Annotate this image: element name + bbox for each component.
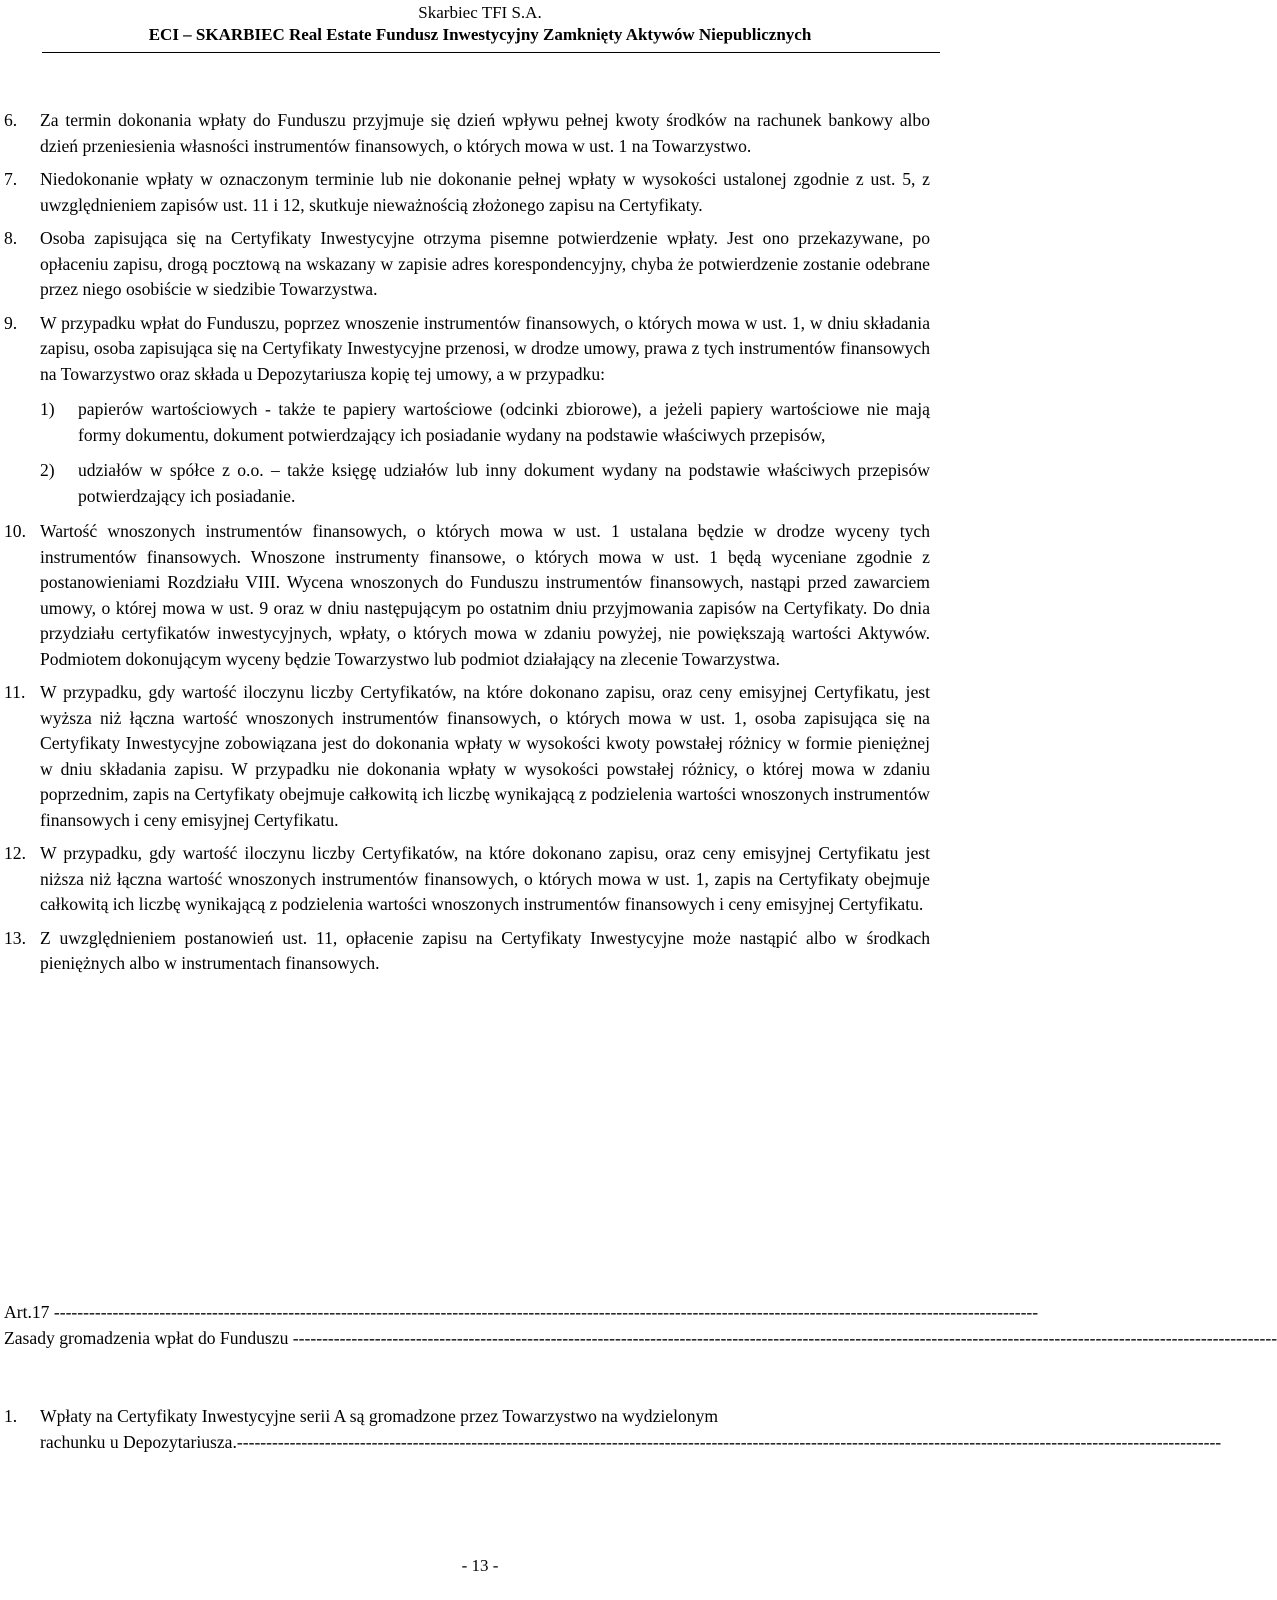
paragraph-number: 12. [4, 843, 26, 863]
article-paragraph-1 [0, 1404, 1222, 1455]
paragraph-number: 7. [4, 169, 18, 189]
paragraph-text: W przypadku, gdy wartość iloczynu liczby Certyfikatów, na które dokonano zapisu, oraz ceny emisyjnej Certyfikatu jest niższa niż łączna wartość wnoszonych instrumentów finansowych, o których mowa w ust. 1, zapis na Certyfikaty obejmuje całkowitą ich liczbę wynikającą z podzielenia wartości wnoszonych instrumentów finansowych i ceny emisyjnej Certyfikatu. [40, 843, 930, 914]
sub-item-number: 2) [40, 460, 55, 480]
page-number: - 13 - [461, 1556, 499, 1575]
paragraph-10 [0, 519, 960, 672]
header-divider [42, 52, 940, 53]
page-header [0, 2, 960, 46]
dash-filler: ------------------------------------------------------------------------------------------------------------------------------------------------------------------------ [236, 1431, 1222, 1452]
dash-filler: ------------------------------------------------------------------------------------------------------------------------------------------------------------------------ [53, 1302, 1039, 1322]
paragraph-13 [0, 926, 960, 977]
paragraph-number: 10. [4, 521, 26, 541]
paragraph-text-line2 [40, 1430, 1222, 1456]
paragraph-text-line1: Wpłaty na Certyfikaty Inwestycyjne serii A są gromadzone przez Towarzystwo na wydzielonym [40, 1406, 719, 1426]
paragraph-8 [0, 226, 960, 303]
paragraph-number: 13. [4, 927, 26, 948]
paragraph-number: 11. [4, 682, 26, 702]
header-company: Skarbiec TFI S.A. [418, 3, 542, 22]
article-title-line [4, 1326, 1277, 1352]
sub-item-1 [0, 397, 960, 448]
paragraph-11 [0, 680, 960, 833]
paragraph-number: 1. [4, 1406, 18, 1426]
paragraph-number: 6. [4, 110, 18, 130]
article-label: Art.17 [4, 1302, 50, 1322]
paragraph-number: 8. [4, 228, 18, 248]
paragraph-text: W przypadku wpłat do Funduszu, poprzez wnoszenie instrumentów finansowych, o których mowa w ust. 1, w dniu składania zapisu, osoba zapisująca się na Certyfikaty Inwestycyjne przenosi, w drodze umowy, prawa z tych instrumentów finansowych na Towarzystwo oraz składa u Depozytariusza kopię tej umowy, a w przypadku: [40, 312, 930, 384]
paragraph-text-end: rachunku u Depozytariusza. [40, 1431, 237, 1452]
paragraph-text: W przypadku, gdy wartość iloczynu liczby Certyfikatów, na które dokonano zapisu, oraz ceny emisyjnej Certyfikatu, jest wyższa niż łączna wartość wnoszonych instrumentów finansowych, o których mowa w ust. 1, osoba zapisująca się na Certyfikaty Inwestycyjne zobowiązana jest do dokonania wpłaty w wysokości kwoty powstałej różnicy w formie pieniężnej w dniu składania zapisu. W przypadku nie dokonania wpłaty w wysokości powstałej różnicy, o której mowa w zdaniu poprzednim, zapis na Certyfikaty obejmuje całkowitą ich liczbę wynikającą z podzielenia wartości wnoszonych instrumentów finansowych i ceny emisyjnej Certyfikatu. [40, 682, 930, 830]
article-paragraphs [0, 1404, 1222, 1463]
paragraph-text: Z uwzględnieniem postanowień ust. 11, opłacenie zapisu na Certyfikaty Inwestycyjne może nastąpić albo w środkach pieniężnych albo w instrumentach finansowych. [40, 927, 930, 973]
article-title: Zasady gromadzenia wpłat do Funduszu [4, 1327, 289, 1348]
sub-item-2 [0, 458, 960, 509]
article-label-line [4, 1300, 1039, 1326]
paragraph-9 [0, 311, 960, 388]
document-body [0, 108, 960, 985]
paragraph-text: Osoba zapisująca się na Certyfikaty Inwestycyjne otrzyma pisemne potwierdzenie wpłaty. Jest ono przekazywane, po opłaceniu zapisu, drogą pocztową na wskazany w zapisie adres korespondencyjny, chyba że potwierdzenie zostanie odebrane przez niego osobiście w siedzibie Towarzystwa. [40, 228, 930, 299]
sub-item-text: papierów wartościowych - także te papiery wartościowe (odcinki zbiorowe), a jeżeli papiery wartościowe nie mają formy dokumentu, dokument potwierdzający ich posiadanie wydany na podstawie właściwych przepisów, [78, 399, 930, 445]
paragraph-text: Niedokonanie wpłaty w oznaczonym terminie lub nie dokonanie pełnej wpłaty w wysokości ustalonej zgodnie z ust. 5, z uwzględnieniem zapisów ust. 11 i 12, skutkuje nieważnością złożonego zapisu na Certyfikaty. [40, 169, 930, 215]
paragraph-number: 9. [4, 312, 18, 333]
article-heading [4, 1300, 1277, 1351]
paragraph-7 [0, 167, 960, 218]
paragraph-text: Za termin dokonania wpłaty do Funduszu przyjmuje się dzień wpływu pełnej kwoty środków na rachunek bankowy albo dzień przeniesienia własności instrumentów finansowych, o których mowa w ust. 1 na Towarzystwo. [40, 110, 930, 156]
dash-filler: ------------------------------------------------------------------------------------------------------------------------------------------------------------------------ [292, 1327, 1277, 1348]
paragraph-12 [0, 841, 960, 918]
sub-item-text: udziałów w spółce z o.o. – także księgę udziałów lub inny dokument wydany na podstawie właściwych przepisów potwierdzający ich posiadanie. [78, 460, 930, 506]
sub-item-number: 1) [40, 399, 55, 419]
sub-item-list [0, 397, 960, 509]
paragraph-6 [0, 108, 960, 159]
header-fund-name: ECI – SKARBIEC Real Estate Fundusz Inwestycyjny Zamknięty Aktywów Niepublicznych [148, 25, 812, 44]
paragraph-text: Wartość wnoszonych instrumentów finansowych, o których mowa w ust. 1 ustalana będzie w drodze wyceny tych instrumentów finansowych. Wnoszone instrumenty finansowe, o których mowa w ust. 1 będą wyceniane zgodnie z postanowieniami Rozdziału VIII. Wycena wnoszonych do Funduszu instrumentów finansowych, nastąpi przed zawarciem umowy, o której mowa w ust. 9 oraz w dniu następującym po ostatnim dniu przyjmowania zapisów na Certyfikaty. Do dnia przydziału certyfikatów inwestycyjnych, wpłaty, o których mowa w zdaniu powyżej, nie powiększają wartości Aktywów. Podmiotem dokonującym wyceny będzie Towarzystwo lub podmiot działający na zlecenie Towarzystwa. [40, 521, 930, 669]
